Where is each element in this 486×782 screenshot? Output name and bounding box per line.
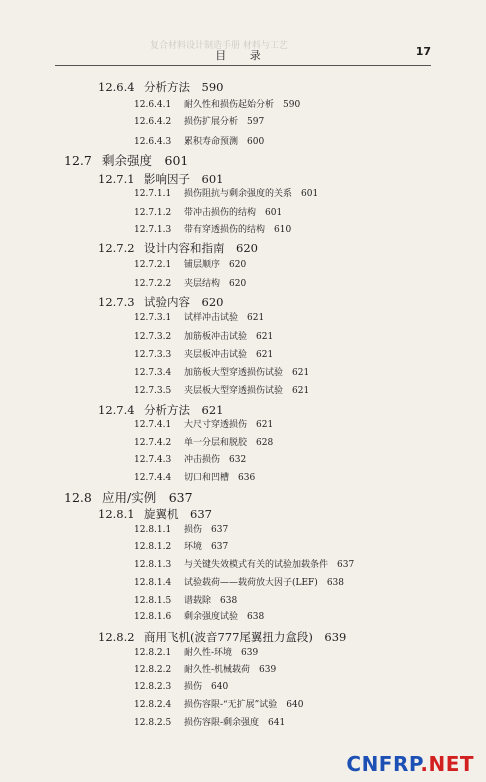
- toc-entry-page: 590: [201, 80, 224, 94]
- toc-entry-title: 带冲击损伤的结构: [184, 208, 257, 218]
- toc-entry-title: 夹层板冲击试验: [184, 350, 248, 360]
- toc-entry-number: 12.6.4.1: [134, 100, 172, 110]
- toc-entry: [134, 209, 282, 218]
- toc-entry: [98, 82, 223, 94]
- toc-entry-page: 638: [326, 578, 345, 588]
- toc-entry-number: 12.7.1.3: [134, 225, 172, 235]
- toc-entry-number: 12.8.1.5: [134, 596, 172, 606]
- toc-entry-page: 620: [201, 295, 224, 309]
- toc-entry-number: 12.7.3.1: [134, 313, 172, 323]
- toc-entry: [134, 387, 309, 396]
- toc-entry-title: 夹层板大型穿透损伤试验: [184, 386, 284, 396]
- toc-entry-number: 12.7.3.3: [134, 350, 172, 360]
- toc-entry: [134, 543, 228, 552]
- toc-entry-number: 12.8.2.1: [134, 648, 172, 658]
- page-number: 17: [415, 45, 431, 58]
- toc-entry-page: 610: [274, 225, 292, 235]
- toc-entry: [134, 649, 258, 658]
- toc-entry: [134, 683, 228, 692]
- toc-entry: [98, 243, 258, 255]
- toc-entry-title: 加筋板冲击试验: [184, 332, 248, 342]
- toc-entry-number: 12.7.4: [98, 403, 135, 417]
- toc-entry-title: 设计内容和指南: [144, 241, 225, 255]
- toc-entry-page: 620: [229, 279, 247, 289]
- toc-entry-title: 耐久性-环境: [184, 648, 233, 658]
- toc-entry-number: 12.8.1.6: [134, 612, 172, 622]
- toc-entry-page: 632: [229, 455, 247, 465]
- toc-entry: [134, 474, 255, 483]
- toc-entry-number: 12.7: [64, 153, 92, 168]
- toc-entry: [98, 509, 212, 521]
- toc-entry: [98, 405, 223, 417]
- toc-entry-title: 单一分层和脱胶: [184, 438, 248, 448]
- toc-entry-title: 谱载除: [184, 596, 212, 606]
- toc-entry: [134, 701, 303, 710]
- toc-entry-title: 分析方法: [144, 403, 190, 417]
- toc-entry: [134, 666, 276, 675]
- toc-entry-number: 12.8.1.4: [134, 578, 172, 588]
- toc-entry-page: 621: [201, 403, 224, 417]
- toc-entry-page: 621: [256, 332, 274, 342]
- watermark-part2: .NET: [420, 752, 474, 776]
- toc-entry-page: 601: [164, 153, 189, 168]
- toc-entry: [134, 369, 309, 378]
- toc-entry-number: 12.7.4.2: [134, 438, 172, 448]
- toc-entry-title: 旋翼机: [144, 507, 179, 521]
- toc-entry-page: 600: [247, 137, 265, 147]
- toc-entry-number: 12.7.2.1: [134, 260, 172, 270]
- toc-entry-title: 损伤: [184, 682, 203, 692]
- watermark-logo: [346, 752, 474, 776]
- toc-entry-page: 620: [229, 260, 247, 270]
- toc-entry: [134, 333, 273, 342]
- toc-entry-number: 12.8.2.5: [134, 718, 172, 728]
- toc-entry: [134, 579, 344, 588]
- toc-entry-number: 12.6.4.2: [134, 117, 172, 127]
- header-rule: [55, 65, 431, 66]
- toc-entry-title: 应用/实例: [102, 490, 157, 505]
- toc-entry-number: 12.8.2.4: [134, 700, 172, 710]
- toc-entry-title: 切口和凹槽: [184, 473, 230, 483]
- watermark-part1: CNFRP: [346, 752, 421, 776]
- toc-entry-title: 损伤容限-剩余强度: [184, 718, 260, 728]
- toc-entry-number: 12.7.1.2: [134, 208, 172, 218]
- toc-entry-title: 剩余强度试验: [184, 612, 239, 622]
- toc-entry: [134, 613, 264, 622]
- toc-entry-number: 12.7.4.1: [134, 420, 172, 430]
- toc-entry-title: 累积寿命预测: [184, 137, 239, 147]
- toc-entry-page: 601: [201, 172, 224, 186]
- toc-entry-number: 12.8.1.1: [134, 525, 172, 535]
- toc-entry-page: 621: [247, 313, 265, 323]
- toc-entry-title: 损伤阻抗与剩余强度的关系: [184, 189, 293, 199]
- toc-entry-number: 12.7.3: [98, 295, 135, 309]
- toc-entry: [134, 226, 291, 235]
- toc-entry-number: 12.8.1.3: [134, 560, 172, 570]
- toc-entry-title: 商用飞机(波音777尾翼扭力盒段): [144, 630, 313, 644]
- toc-entry-page: 601: [301, 189, 319, 199]
- toc-entry-title: 试样冲击试验: [184, 313, 239, 323]
- toc-entry-page: 637: [190, 507, 212, 521]
- toc-entry: [134, 526, 228, 535]
- toc-entry-number: 12.7.2.2: [134, 279, 172, 289]
- toc-entry: [98, 297, 223, 309]
- toc-entry-title: 带有穿透损伤的结构: [184, 225, 266, 235]
- toc-entry-number: 12.8.1: [98, 507, 135, 521]
- toc-entry-number: 12.7.3.5: [134, 386, 172, 396]
- toc-entry-page: 637: [211, 542, 229, 552]
- toc-entry-page: 621: [292, 386, 310, 396]
- toc-entry-title: 加筋板大型穿透损伤试验: [184, 368, 284, 378]
- toc-entry: [134, 280, 246, 289]
- toc-entry-title: 夹层结构: [184, 279, 221, 289]
- header-title: 目 录: [215, 49, 271, 62]
- toc-entry: [64, 155, 188, 168]
- toc-entry-number: 12.7.4.4: [134, 473, 172, 483]
- toc-entry-number: 12.7.4.3: [134, 455, 172, 465]
- toc-entry-page: 638: [247, 612, 265, 622]
- toc-entry-title: 耐久性和损伤起始分析: [184, 100, 275, 110]
- toc-entry-number: 12.8.1.2: [134, 542, 172, 552]
- toc-entry-number: 12.7.1.1: [134, 189, 172, 199]
- toc-entry: [134, 719, 285, 728]
- toc-entry-page: 620: [236, 241, 258, 255]
- toc-entry-title: 耐久性-机械载荷: [184, 665, 251, 675]
- toc-entry: [134, 118, 264, 127]
- toc-entry-title: 铺层顺序: [184, 260, 221, 270]
- toc-entry-title: 损伤: [184, 525, 203, 535]
- toc-entry-number: 12.7.3.4: [134, 368, 172, 378]
- toc-entry-number: 12.7.1: [98, 172, 135, 186]
- toc-entry-number: 12.6.4.3: [134, 137, 172, 147]
- toc-entry-page: 639: [259, 665, 277, 675]
- toc-entry-number: 12.6.4: [98, 80, 135, 94]
- toc-entry-page: 597: [247, 117, 265, 127]
- toc-entry-page: 590: [283, 100, 301, 110]
- toc-entry: [134, 561, 354, 570]
- toc-entry-page: 637: [211, 525, 229, 535]
- toc-entry-page: 639: [241, 648, 259, 658]
- toc-entry-title: 损伤容限-“无扩展”试验: [184, 700, 278, 710]
- toc-entry: [134, 261, 246, 270]
- toc-entry: [134, 351, 273, 360]
- toc-entry-page: 640: [286, 700, 304, 710]
- toc-entry-number: 12.8: [64, 490, 92, 505]
- toc-entry-page: 640: [211, 682, 229, 692]
- toc-entry: [134, 439, 273, 448]
- toc-entry: [134, 101, 300, 110]
- toc-entry-page: 639: [324, 630, 347, 644]
- toc-entry-title: 冲击损伤: [184, 455, 221, 465]
- toc-entry: [134, 190, 318, 199]
- toc-entry: [64, 492, 193, 505]
- toc-entry-page: 601: [265, 208, 283, 218]
- toc-entry-number: 12.8.2.3: [134, 682, 172, 692]
- toc-entry-page: 637: [168, 490, 193, 505]
- toc-entry-title: 试验内容: [144, 295, 190, 309]
- toc-entry: [134, 138, 264, 147]
- toc-entry: [134, 597, 237, 606]
- toc-entry-title: 大尺寸穿透损伤: [184, 420, 248, 430]
- toc-entry-page: 636: [238, 473, 256, 483]
- toc-entry-number: 12.7.3.2: [134, 332, 172, 342]
- toc-entry: [134, 314, 264, 323]
- toc-entry: [98, 174, 223, 186]
- toc-entry-title: 损伤扩展分析: [184, 117, 239, 127]
- toc-entry-title: 环境: [184, 542, 203, 552]
- bleed-through-text: 复合材料设计制造手册 材料与工艺: [150, 41, 288, 51]
- toc-entry-title: 与关键失效模式有关的试验加载条件: [184, 560, 329, 570]
- toc-entry: [98, 632, 346, 644]
- toc-entry-number: 12.8.2: [98, 630, 135, 644]
- toc-entry-number: 12.8.2.2: [134, 665, 172, 675]
- toc-entry: [134, 421, 273, 430]
- toc-entry-page: 621: [292, 368, 310, 378]
- toc-entry-title: 试验载荷——载荷放大因子(LEF): [184, 578, 318, 588]
- toc-entry-page: 641: [268, 718, 286, 728]
- page-header: [55, 45, 431, 63]
- toc-entry: [134, 456, 246, 465]
- toc-entry-title: 影响因子: [144, 172, 190, 186]
- toc-entry-page: 638: [220, 596, 238, 606]
- toc-entry-page: 621: [256, 420, 274, 430]
- toc-entry-number: 12.7.2: [98, 241, 135, 255]
- toc-entry-page: 637: [337, 560, 355, 570]
- toc-entry-page: 621: [256, 350, 274, 360]
- toc-entry-title: 剩余强度: [102, 153, 153, 168]
- toc-entry-title: 分析方法: [144, 80, 190, 94]
- toc-entry-page: 628: [256, 438, 274, 448]
